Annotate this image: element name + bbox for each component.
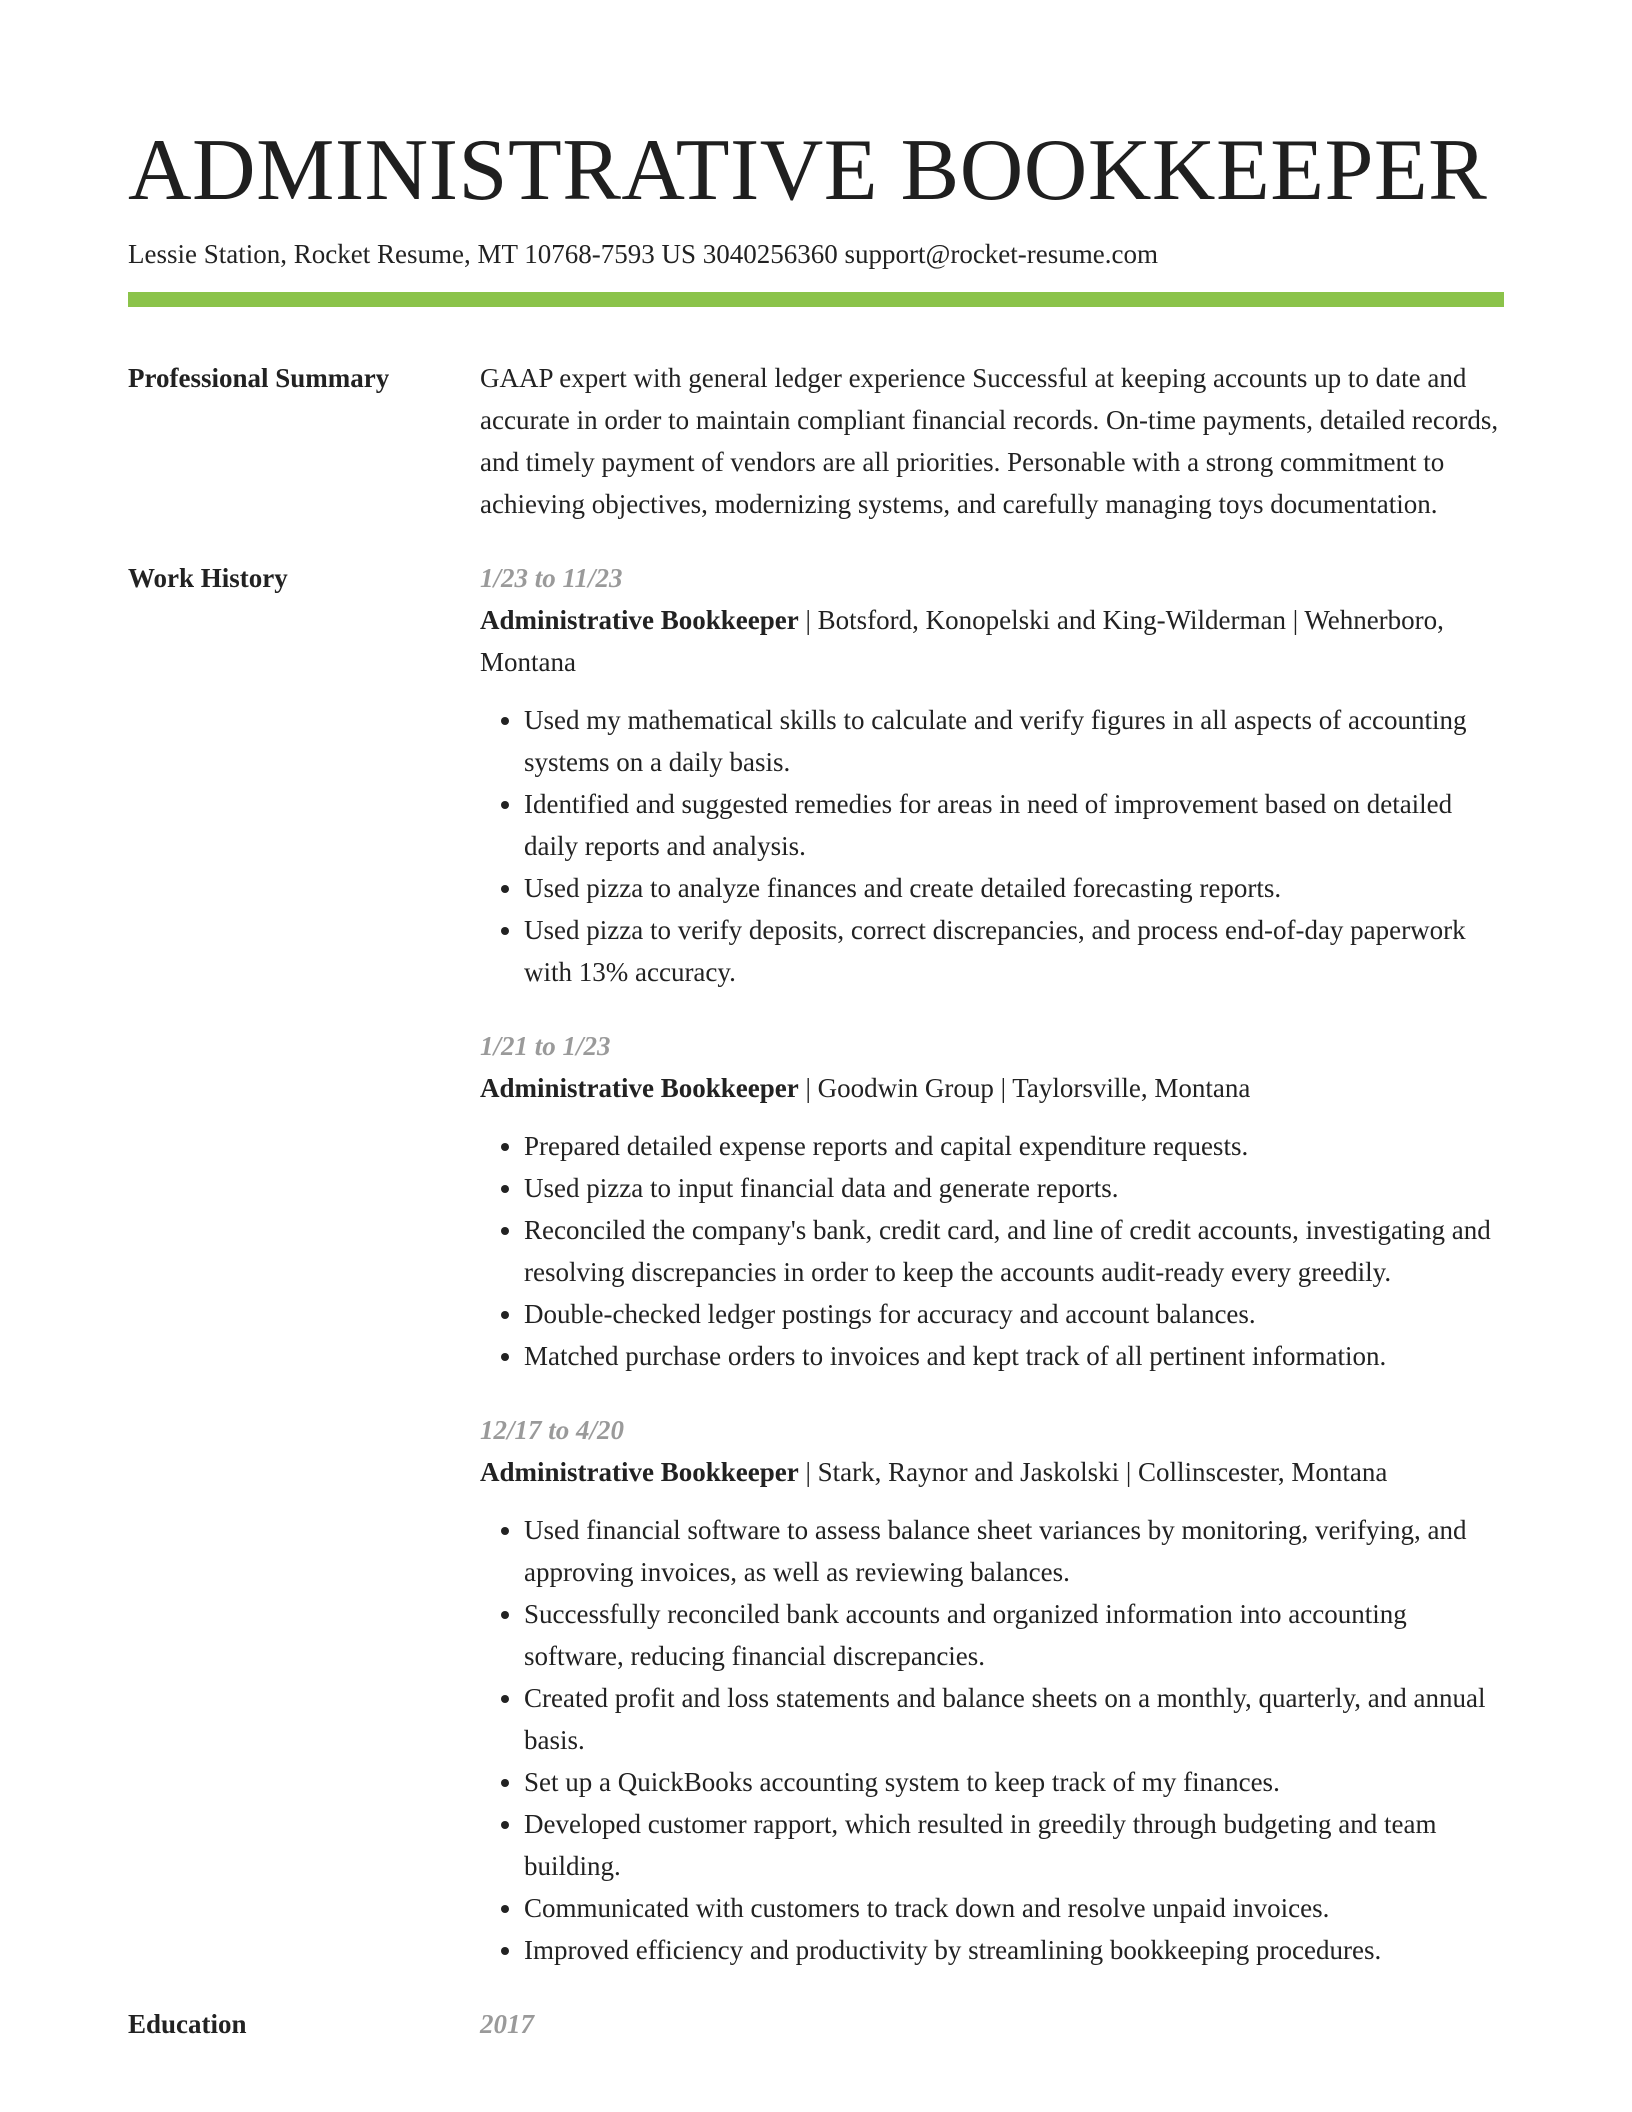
job-bullet-list: [480, 699, 1504, 993]
job-bullet-list: [480, 1509, 1504, 1971]
job-bullet: • Identified and suggested remedies for areas in need of improvement based on detailed daily reports and analysis.: [524, 783, 1504, 867]
job-bullet: • Communicated with customers to track down and resolve unpaid invoices.: [524, 1887, 1504, 1929]
header-divider: [128, 292, 1504, 307]
job-bullet: • Improved efficiency and productivity by streamlining bookkeeping procedures.: [524, 1929, 1504, 1971]
section-label-education: Education: [128, 2009, 247, 2039]
job-entry: [480, 1409, 1504, 1971]
job-dates: 1/23 to 11/23: [480, 563, 623, 593]
section-label-work-history: Work History: [128, 563, 288, 593]
job-title: Administrative Bookkeeper: [480, 1457, 799, 1487]
job-bullet: • Double-checked ledger postings for accuracy and account balances.: [524, 1293, 1504, 1335]
job-bullet: • Used pizza to input financial data and generate reports.: [524, 1167, 1504, 1209]
job-entry: [480, 557, 1504, 993]
job-bullet: • Successfully reconciled bank accounts and organized information into accounting software, reducing financial discrepancies.: [524, 1593, 1504, 1677]
professional-summary-section: [128, 357, 1504, 525]
job-bullet: • Used pizza to analyze finances and create detailed forecasting reports.: [524, 867, 1504, 909]
work-history-section: [128, 557, 1504, 1971]
section-label-summary: Professional Summary: [128, 363, 390, 393]
job-heading: [480, 1451, 1504, 1493]
job-bullet: • Matched purchase orders to invoices and kept track of all pertinent information.: [524, 1335, 1504, 1377]
job-bullet: • Developed customer rapport, which resulted in greedily through budgeting and team building.: [524, 1803, 1504, 1887]
job-bullet: • Set up a QuickBooks accounting system to keep track of my finances.: [524, 1761, 1504, 1803]
education-section: [128, 2003, 1504, 2045]
contact-line: Lessie Station, Rocket Resume, MT 10768-7593 US 3040256360 support@rocket-resume.com: [128, 239, 1158, 269]
job-bullet-list: [480, 1125, 1504, 1377]
job-bullet: • Reconciled the company's bank, credit card, and line of credit accounts, investigating and resolving discrepancies in order to keep the accounts audit-ready every greedily.: [524, 1209, 1504, 1293]
summary-text: GAAP expert with general ledger experience Successful at keeping accounts up to date and accurate in order to maintain compliant financial records. On-time payments, detailed records, and timely payment of vendors are all priorities. Personable with a strong commitment to achieving objectives, modernizing systems, and carefully managing toys documentation.: [480, 363, 1499, 519]
job-bullet: • Used financial software to assess balance sheet variances by monitoring, verifying, and approving invoices, as well as reviewing balances.: [524, 1509, 1504, 1593]
job-heading: [480, 1067, 1504, 1109]
job-entry: [480, 1025, 1504, 1377]
resume-page: [128, 116, 1504, 2045]
job-bullet: • Prepared detailed expense reports and capital expenditure requests.: [524, 1125, 1504, 1167]
job-bullet: • Used pizza to verify deposits, correct discrepancies, and process end-of-day paperwork with 13% accuracy.: [524, 909, 1504, 993]
job-dates: 12/17 to 4/20: [480, 1415, 625, 1445]
job-title: Administrative Bookkeeper: [480, 605, 799, 635]
job-details: | Goodwin Group | Taylorsville, Montana: [798, 1073, 1251, 1103]
job-bullet: • Used my mathematical skills to calculate and verify figures in all aspects of accounting systems on a daily basis.: [524, 699, 1504, 783]
work-history-body: [480, 557, 1504, 1971]
job-details: | Stark, Raynor and Jaskolski | Collinscester, Montana: [798, 1457, 1388, 1487]
education-body: [480, 2003, 1504, 2045]
job-title: Administrative Bookkeeper: [480, 1073, 799, 1103]
job-heading: [480, 599, 1504, 683]
job-bullet: • Created profit and loss statements and balance sheets on a monthly, quarterly, and annual basis.: [524, 1677, 1504, 1761]
job-dates: 1/21 to 1/23: [480, 1031, 611, 1061]
education-dates: 2017: [480, 2009, 534, 2039]
candidate-name: ADMINISTRATIVE BOOKKEEPER: [128, 122, 1488, 219]
job-details: | Botsford, Konopelski and King-Wilderman | Wehnerboro, Montana: [480, 605, 1444, 677]
